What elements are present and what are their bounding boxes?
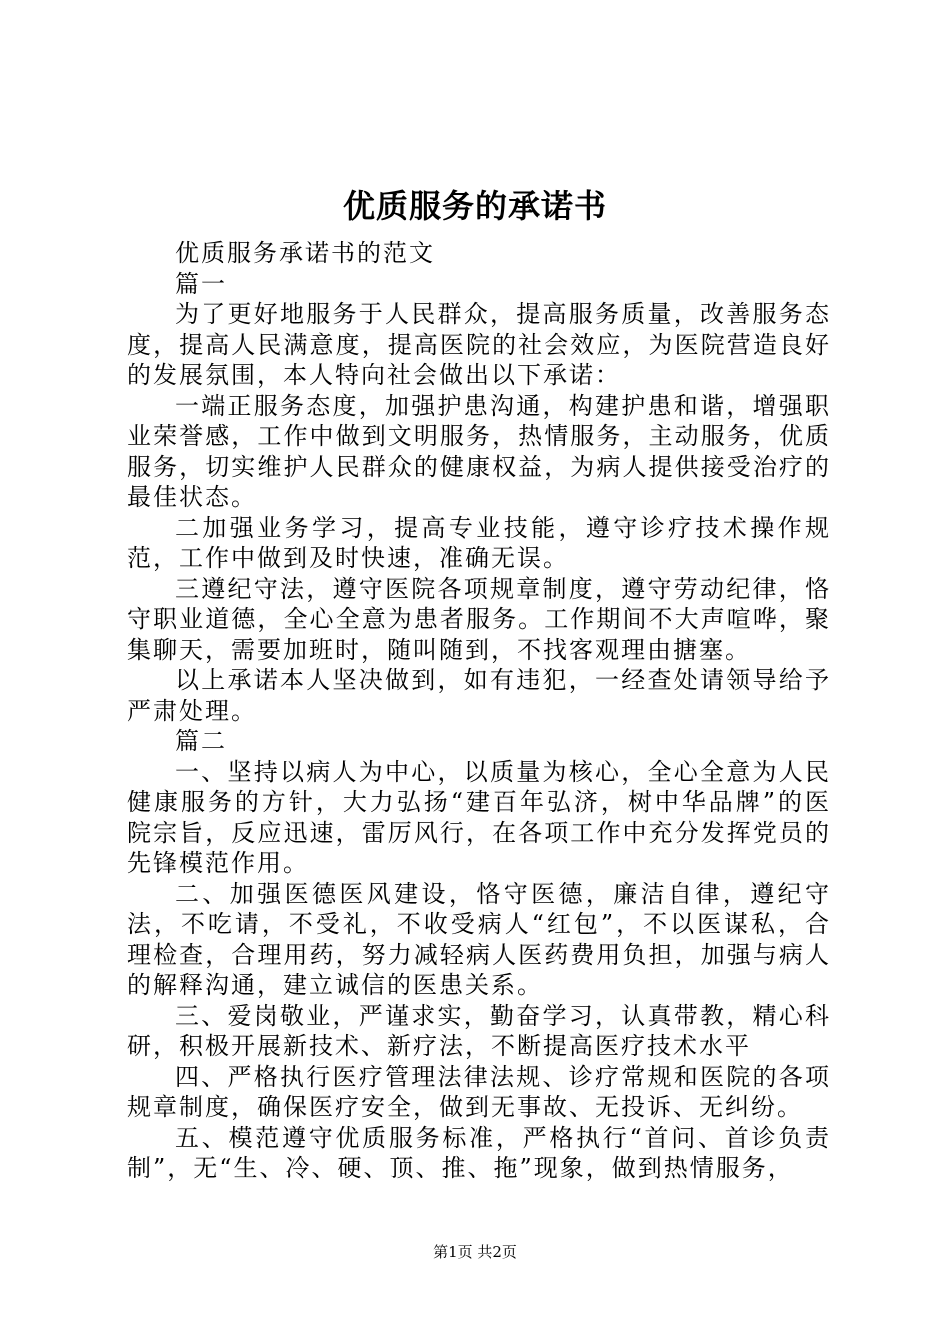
paragraph: 二、加强医德医风建设，恪守医德，廉洁自律，遵纪守法，不吃请，不受礼，不收受病人“红包”，不以医谋私，合理检查，合理用药，努力减轻病人医药费用负担，加强与病人的解释沟通，建立诚信的医患关系。 <box>127 879 831 999</box>
document-body <box>127 238 831 1184</box>
paragraph: 三、爱岗敬业，严谨求实，勤奋学习，认真带教，精心科研，积极开展新技术、新疗法，不断提高医疗技术水平 <box>127 1001 831 1060</box>
paragraph: 以上承诺本人坚决做到，如有违犯，一经查处请领导给予严肃处理。 <box>127 666 831 725</box>
paragraph: 篇一 <box>175 269 227 298</box>
paragraph: 三遵纪守法，遵守医院各项规章制度，遵守劳动纪律，恪守职业道德，全心全意为患者服务。工作期间不大声喧哗，聚集聊天，需要加班时，随叫随到，不找客观理由搪塞。 <box>127 574 831 664</box>
paragraph: 四、严格执行医疗管理法律法规、诊疗常规和医院的各项规章制度，确保医疗安全，做到无事故、无投诉、无纠纷。 <box>127 1062 831 1121</box>
page-title: 优质服务的承诺书 <box>342 187 607 225</box>
paragraph: 一、坚持以病人为中心，以质量为核心，全心全意为人民健康服务的方针，大力弘扬“建百年弘济，树中华品牌”的医院宗旨，反应迅速，雷厉风行，在各项工作中充分发挥党员的先锋模范作用。 <box>127 757 831 877</box>
paragraph: 篇二 <box>175 727 227 755</box>
paragraph: 一端正服务态度，加强护患沟通，构建护患和谐，增强职业荣誉感，工作中做到文明服务，热情服务，主动服务，优质服务，切实维护人民群众的健康权益，为病人提供接受治疗的最佳状态。 <box>127 391 831 511</box>
page-footer: 第1页 共2页 <box>433 1243 517 1261</box>
paragraph: 五、模范遵守优质服务标准，严格执行“首问、首诊负责制”，无“生、冷、硬、顶、推、拖”现象，做到热情服务， <box>127 1123 831 1182</box>
paragraph: 优质服务承诺书的范文 <box>175 239 435 267</box>
paragraph: 二加强业务学习，提高专业技能，遵守诊疗技术操作规范，工作中做到及时快速，准确无误。 <box>127 513 831 572</box>
paragraph: 为了更好地服务于人民群众，提高服务质量，改善服务态度，提高人民满意度，提高医院的社会效应，为医院营造良好的发展氛围，本人特向社会做出以下承诺： <box>127 300 831 389</box>
